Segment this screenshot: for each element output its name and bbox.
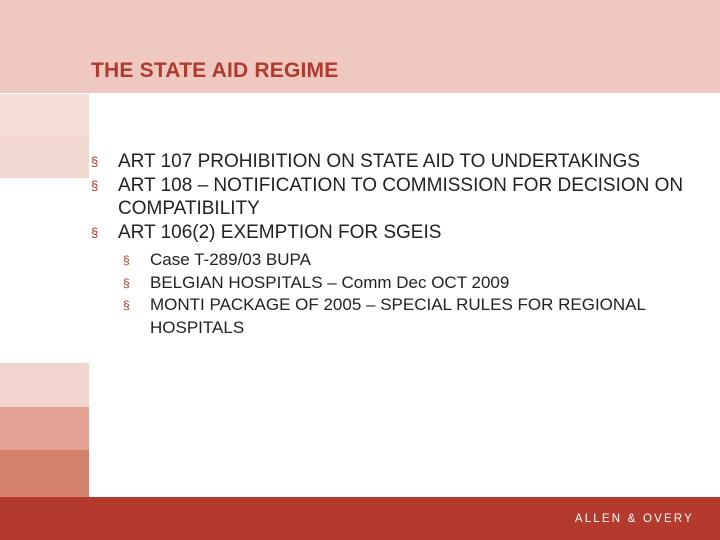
- list-item: [91, 150, 701, 174]
- bullet-list: [91, 150, 701, 339]
- slide-title: THE STATE AID REGIME: [91, 59, 339, 82]
- bullet-icon: §: [91, 154, 99, 169]
- sub-list-item: [91, 294, 701, 339]
- bullet-icon: §: [123, 275, 130, 290]
- bullet-icon: §: [123, 298, 130, 312]
- list-item-text: ART 107 PROHIBITION ON STATE AID TO UNDERTAKINGS: [118, 151, 640, 172]
- decorative-square: [0, 450, 89, 497]
- bullet-icon: §: [91, 177, 99, 193]
- sub-list-item: [91, 272, 701, 295]
- sub-list-item-text: Case T-289/03 BUPA: [150, 250, 311, 269]
- sub-bullet-list: [91, 249, 701, 339]
- sub-list-item-text: BELGIAN HOSPITALS – Comm Dec OCT 2009: [150, 272, 510, 292]
- decorative-square: [0, 407, 89, 450]
- company-logo: ALLEN & OVERY: [574, 513, 694, 525]
- list-item-text: ART 106(2) EXEMPTION FOR SGEIS: [118, 221, 442, 243]
- decorative-square: [0, 363, 89, 407]
- list-item: [91, 221, 701, 245]
- decorative-square: [0, 136, 89, 178]
- sub-list-item: [91, 249, 701, 272]
- list-item: [91, 174, 701, 221]
- sub-list-item-text: MONTI PACKAGE OF 2005 – SPECIAL RULES FOR REGIONAL HOSPITALS: [150, 295, 646, 337]
- bullet-icon: §: [123, 253, 130, 267]
- decorative-square: [0, 94, 89, 136]
- list-item-text: ART 108 – NOTIFICATION TO COMMISSION FOR DECISION ON COMPATIBILITY: [118, 174, 684, 219]
- bullet-icon: §: [91, 224, 99, 240]
